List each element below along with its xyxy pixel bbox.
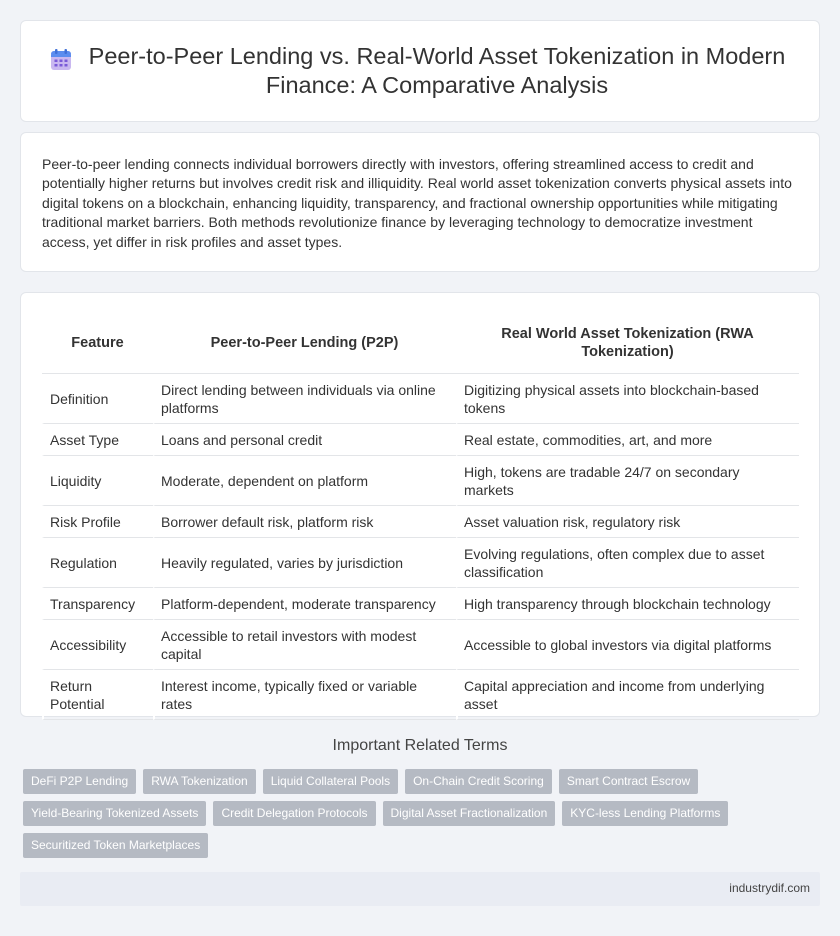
related-term-tag[interactable]: Digital Asset Fractionalization (383, 801, 556, 826)
table-row (42, 506, 799, 538)
p2p-cell: Direct lending between individuals via online platforms (153, 374, 456, 424)
p2p-cell: Interest income, typically fixed or variable rates (153, 670, 456, 720)
feature-cell: Definition (42, 374, 153, 424)
column-header-feature: Feature (42, 311, 153, 374)
table-row (42, 670, 799, 720)
related-term-tag[interactable]: Liquid Collateral Pools (263, 769, 398, 794)
intro-card (20, 132, 820, 272)
feature-cell: Return Potential (42, 670, 153, 720)
related-term-tag[interactable]: Securitized Token Marketplaces (23, 833, 208, 858)
header-card (20, 20, 820, 122)
table-header-row (42, 311, 799, 374)
p2p-cell: Platform-dependent, moderate transparency (153, 588, 456, 620)
related-term-tag[interactable]: Smart Contract Escrow (559, 769, 698, 794)
column-header-p2p: Peer-to-Peer Lending (P2P) (153, 311, 456, 374)
footer-site-link[interactable]: industrydif.com (729, 881, 810, 895)
table-row (42, 620, 799, 670)
related-term-tag[interactable]: DeFi P2P Lending (23, 769, 136, 794)
p2p-cell: Accessible to retail investors with modest capital (153, 620, 456, 670)
p2p-cell: Borrower default risk, platform risk (153, 506, 456, 538)
table-row (42, 374, 799, 424)
related-term-tag[interactable]: Yield-Bearing Tokenized Assets (23, 801, 206, 826)
table-row (42, 588, 799, 620)
table-row (42, 424, 799, 456)
rwa-cell: High, tokens are tradable 24/7 on secondary markets (456, 456, 799, 506)
feature-cell: Accessibility (42, 620, 153, 670)
related-term-tag[interactable]: RWA Tokenization (143, 769, 256, 794)
related-term-tag[interactable]: Credit Delegation Protocols (213, 801, 375, 826)
rwa-cell: Asset valuation risk, regulatory risk (456, 506, 799, 538)
rwa-cell: Real estate, commodities, art, and more (456, 424, 799, 456)
feature-cell: Asset Type (42, 424, 153, 456)
footer-bar (20, 872, 820, 906)
page-title: Peer-to-Peer Lending vs. Real-World Asset Tokenization in Modern Finance: A Comparative Analysis (88, 43, 786, 98)
rwa-cell: Digitizing physical assets into blockchain-based tokens (456, 374, 799, 424)
comparison-table-card (20, 292, 820, 717)
rwa-cell: Accessible to global investors via digital platforms (456, 620, 799, 670)
feature-cell: Liquidity (42, 456, 153, 506)
intro-paragraph: Peer-to-peer lending connects individual borrowers directly with investors, offering streamlined access to credit and potentially higher returns but involves credit risk and illiquidity. Real world asset tokenization converts physical assets into digital tokens on a blockchain, enhancing liquidity, transparency, and fractional ownership opportunities while mitigating traditional market barriers. Both methods revolutionize finance by leveraging technology to democratize investment access, yet differ in risk profiles and asset types. (42, 156, 792, 250)
feature-cell: Regulation (42, 538, 153, 588)
related-terms-heading: Important Related Terms (332, 737, 508, 754)
feature-cell: Transparency (42, 588, 153, 620)
table-row (42, 456, 799, 506)
related-term-tag[interactable]: KYC-less Lending Platforms (562, 801, 728, 826)
rwa-cell: Capital appreciation and income from underlying asset (456, 670, 799, 720)
column-header-rwa: Real World Asset Tokenization (RWA Tokenization) (456, 311, 799, 374)
comparison-table (42, 311, 799, 720)
rwa-cell: High transparency through blockchain technology (456, 588, 799, 620)
p2p-cell: Heavily regulated, varies by jurisdiction (153, 538, 456, 588)
feature-cell: Risk Profile (42, 506, 153, 538)
related-term-tag[interactable]: On-Chain Credit Scoring (405, 769, 552, 794)
table-row (42, 538, 799, 588)
related-terms-list (23, 769, 803, 865)
p2p-cell: Loans and personal credit (153, 424, 456, 456)
p2p-cell: Moderate, dependent on platform (153, 456, 456, 506)
rwa-cell: Evolving regulations, often complex due to asset classification (456, 538, 799, 588)
